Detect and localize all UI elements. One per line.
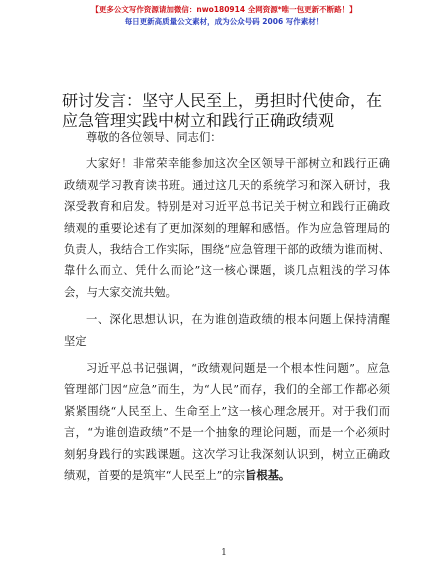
- section-1-paragraph: [64, 358, 390, 486]
- section-1-emphasis: 旨根基。: [245, 468, 291, 483]
- promo-banner-line-1: 【更多公文写作资源请加微信：nwo180914 全网资源*唯一包更新不断路！】: [91, 5, 357, 14]
- document-title: 研讨发言：坚守人民至上，勇担时代使命，在应急管理实践中树立和践行正确政绩观: [62, 90, 383, 130]
- salutation: 尊敬的各位领导、同志们：: [86, 131, 222, 144]
- document-body: [64, 127, 390, 487]
- promo-banner-line-2: 每日更新高质量公文素材，成为公众号码 2006 写作素材！: [124, 17, 324, 26]
- promo-banner: [0, 4, 448, 28]
- section-1-text: 习近平总书记强调，“政绩观问题是一个根本性问题”。应急管理部门因“应急”而生，为“人民”而存，我们的全部工作都必须紧紧围绕“人民至上、生命至上”这一核心理念展开。对于我们而言，“为谁创造政绩”不是一个抽象的理论问题，而是一个必须时刻躬身践行的实践课题。这次学习让我深刻认识到，树立正确政绩观，首要的是筑牢“人民至上”的宗: [64, 362, 390, 483]
- section-1-heading: 一、深化思想认识，在为谁创造政绩的根本问题上保持清醒坚定: [64, 313, 390, 348]
- intro-paragraph: 大家好！非常荣幸能参加这次全区领导干部树立和践行正确政绩观学习教育读书班。通过这几天的系统学习和深入研讨，我深受教育和启发。特别是对习近平总书记关于树立和践行正确政绩观的重要论述有了更加深刻的理解和感悟。作为应急管理局的负责人，我结合工作实际，围绕“应急管理干部的政绩为谁而树、靠什么而立、凭什么而论”这一核心课题，谈几点粗浅的学习体会，与大家交流共勉。: [64, 157, 390, 299]
- page-number: 1: [221, 548, 227, 558]
